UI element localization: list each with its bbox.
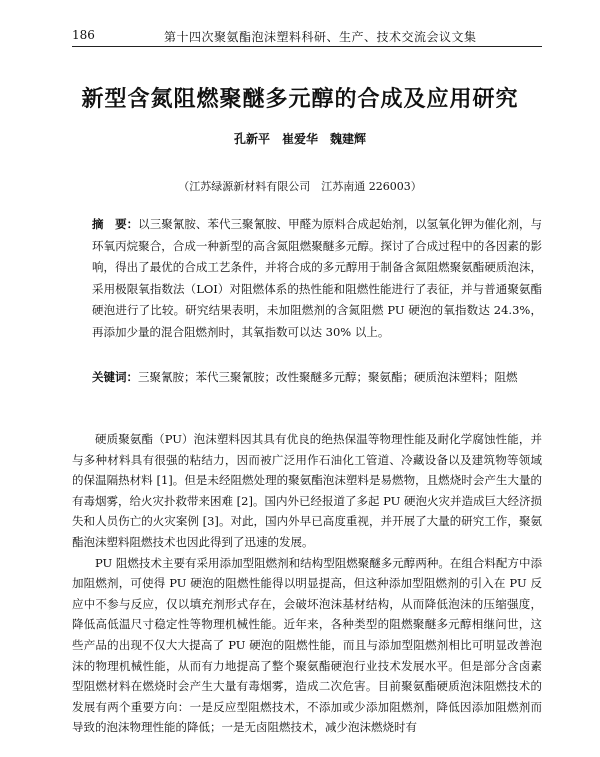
keywords-label: 关键词：: [92, 370, 138, 384]
abstract-text: 以三聚氰胺、苯代三聚氰胺、甲醛为原料合成起始剂，以氢氧化钾为催化剂，与环氧丙烷聚合，合成一种新型的高含氮阻燃聚醚多元醇。探讨了合成过程中的各因素的影响，得出了最优的合成工艺条件，并将合成的多元醇用于制备含氮阻燃聚氨酯硬质泡沫，采用极限氧指数法（LOI）对阻燃体系的热性能和阻燃性能进行了表征，并与普通聚氨酯硬泡进行了比较。研究结果表明，未加阻燃剂的含氮阻燃 PU 硬泡的氧指数达 24.3%，再添加少量的混合阻燃剂时，其氧指数可以达 30% 以上。: [92, 217, 543, 339]
paper-title: 新型含氮阻燃聚醚多元醇的合成及应用研究: [81, 87, 519, 112]
keywords-text: 三聚氰胺；苯代三聚氰胺；改性聚醚多元醇；聚氨酯；硬质泡沫塑料；阻燃: [138, 370, 518, 384]
abstract: [92, 214, 542, 344]
page-header: [72, 24, 542, 47]
abstract-label: 摘 要：: [92, 217, 139, 231]
author-list: 孔新平 崔爱华 魏建辉: [233, 132, 366, 146]
affiliation: （江苏绿源新材料有限公司 江苏南通 226003）: [178, 180, 422, 193]
page-number: 186: [72, 28, 95, 42]
body-paragraph-1: 硬质聚氨酯（PU）泡沫塑料因其具有优良的绝热保温等物理性能及耐化学腐蚀性能，并与多种材料具有很强的粘结力，因而被广泛用作石油化工管道、冷藏设备以及建筑物等领域的保温隔热材料 [1]。但是未经阻燃处理的聚氨酯泡沫塑料是易燃物，且燃烧时会产生大量的有毒烟雾，给火灾扑救带来困难 [2]。国内外已经报道了多起 PU 硬泡火灾并造成巨大经济损失和人员伤亡的火灾案例 [3]。对此，国内外早已高度重视，并开展了大量的研究工作，聚氨酯泡沫塑料阻燃技术也因此得到了迅速的发展。: [72, 432, 542, 549]
keywords: [92, 367, 542, 388]
running-head: 第十四次聚氨酯泡沫塑料科研、生产、技术交流会议文集: [164, 30, 477, 44]
body-paragraph-2: PU 阻燃技术主要有采用添加型阻燃剂和结构型阻燃聚醚多元醇两种。在组合料配方中添加阻燃剂，可使得 PU 硬泡的阻燃性能得以明显提高，但这种添加型阻燃剂的引入在 PU 反应中不参与反应，仅以填充剂形式存在，会破坏泡沫基材结构，从而降低泡沫的压缩强度，降低高低温尺寸稳定性等物理机械性能。近年来，各种类型的阻燃聚醚多元醇相继问世，这些产品的出现不仅大大提高了 PU 硬泡的阻燃性能，而且与添加型阻燃剂相比可明显改善泡沫的物理机械性能，从而有力地提高了整个聚氨酯硬泡行业技术发展水平。但是部分含卤素型阻燃材料在燃烧时会产生大量有毒烟雾，造成二次危害。目前聚氨酯硬质泡沫阻燃技术的发展有两个重要方向：一是反应型阻燃技术，不添加或少添加阻燃剂，降低因添加阻燃剂而导致的泡沫物理性能的降低；一是无卤阻燃技术，减少泡沫燃烧时有: [72, 555, 542, 735]
body-text: [72, 429, 542, 738]
